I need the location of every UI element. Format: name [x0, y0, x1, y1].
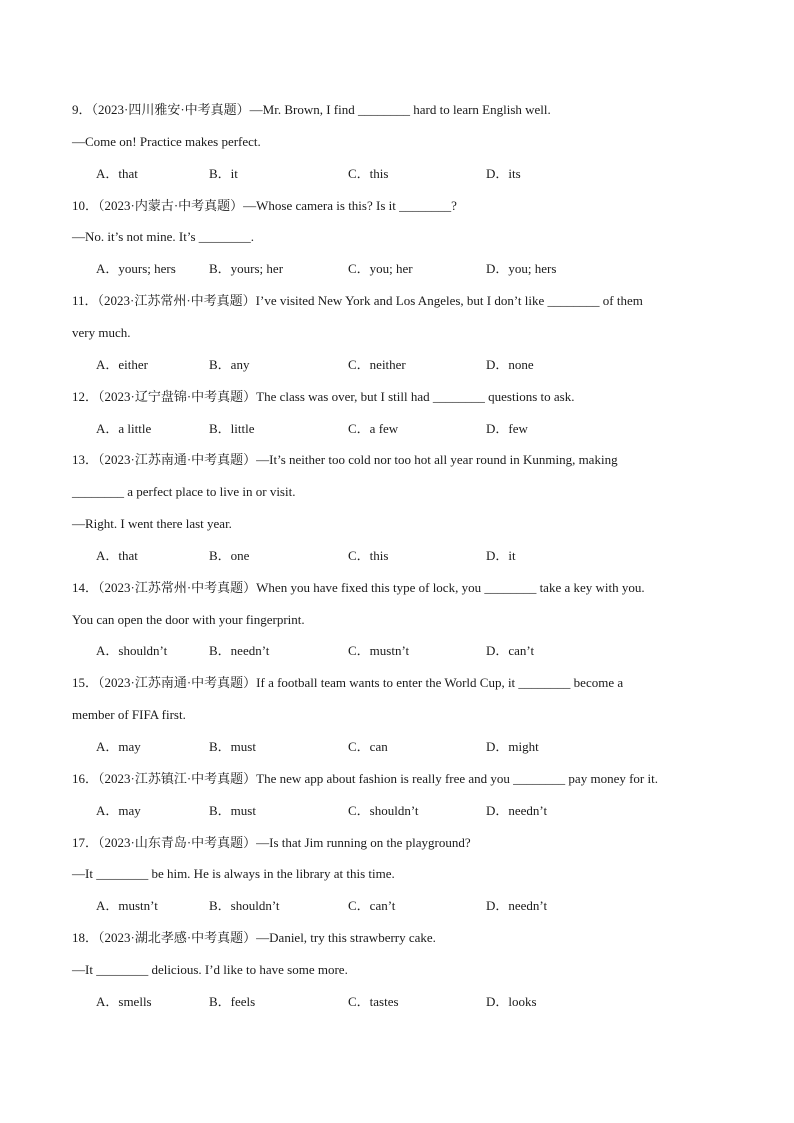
question-stem: 10．（2023·内蒙古·中考真题）—Whose camera is this? Is it ________?	[72, 198, 457, 213]
option-d: D．you; hers	[486, 261, 557, 276]
option-c: C．you; her	[348, 261, 413, 276]
option-c: C．can’t	[348, 898, 396, 913]
option-d: D．might	[486, 739, 539, 754]
option-b: B．yours; her	[209, 261, 284, 276]
question-line: —It ________ delicious. I’d like to have some more.	[72, 962, 348, 977]
option-a: A．may	[96, 803, 141, 818]
option-b: B．little	[209, 421, 255, 436]
option-a: A．shouldn’t	[96, 643, 168, 658]
option-b: B．shouldn’t	[209, 898, 280, 913]
question-line: —It ________ be him. He is always in the library at this time.	[72, 866, 395, 881]
option-b: B．must	[209, 739, 256, 754]
option-d: D．few	[486, 421, 528, 436]
option-c: C．this	[348, 548, 389, 563]
option-b: B．it	[209, 166, 238, 181]
option-b: B．needn’t	[209, 643, 270, 658]
option-a: A．either	[96, 357, 148, 372]
option-a: A．that	[96, 548, 138, 563]
option-d: D．needn’t	[486, 803, 548, 818]
option-a: A．smells	[96, 994, 152, 1009]
question-stem: 14．（2023·江苏常州·中考真题）When you have fixed this type of lock, you ________ take a key with you.	[72, 580, 645, 595]
question-line: member of FIFA first.	[72, 707, 186, 722]
option-a: A．yours; hers	[96, 261, 176, 276]
question-stem: 9．（2023·四川雅安·中考真题）—Mr. Brown, I find ________ hard to learn English well.	[72, 102, 551, 117]
option-a: A．mustn’t	[96, 898, 158, 913]
option-c: C．shouldn’t	[348, 803, 419, 818]
option-c: C．a few	[348, 421, 399, 436]
option-a: A．that	[96, 166, 138, 181]
question-stem: 15．（2023·江苏南通·中考真题）If a football team wants to enter the World Cup, it ________ become a	[72, 675, 624, 690]
question-stem: 11．（2023·江苏常州·中考真题）I’ve visited New York and Los Angeles, but I don’t like ________ of them	[72, 293, 643, 308]
question-line: ________ a perfect place to live in or visit.	[72, 484, 296, 499]
option-a: A．a little	[96, 421, 152, 436]
option-b: B．feels	[209, 994, 256, 1009]
option-c: C．neither	[348, 357, 406, 372]
question-line: You can open the door with your fingerprint.	[72, 612, 305, 627]
question-line: —No. it’s not mine. It’s ________.	[72, 229, 254, 244]
option-d: D．looks	[486, 994, 537, 1009]
question-stem: 12．（2023·辽宁盘锦·中考真题）The class was over, but I still had ________ questions to ask.	[72, 389, 575, 404]
option-b: B．any	[209, 357, 250, 372]
option-d: D．its	[486, 166, 521, 181]
option-d: D．none	[486, 357, 534, 372]
option-a: A．may	[96, 739, 141, 754]
question-line: —Right. I went there last year.	[72, 516, 232, 531]
option-c: C．tastes	[348, 994, 399, 1009]
option-d: D．can’t	[486, 643, 535, 658]
option-d: D．needn’t	[486, 898, 548, 913]
question-stem: 16．（2023·江苏镇江·中考真题）The new app about fashion is really free and you ________ pay money for it.	[72, 771, 658, 786]
option-c: C．can	[348, 739, 388, 754]
option-b: B．one	[209, 548, 250, 563]
question-stem: 13．（2023·江苏南通·中考真题）—It’s neither too cold nor too hot all year round in Kunming, making	[72, 452, 618, 467]
option-c: C．mustn’t	[348, 643, 410, 658]
question-line: —Come on! Practice makes perfect.	[72, 134, 261, 149]
question-stem: 18．（2023·湖北孝感·中考真题）—Daniel, try this strawberry cake.	[72, 930, 436, 945]
question-stem: 17．（2023·山东青岛·中考真题）—Is that Jim running on the playground?	[72, 835, 471, 850]
option-c: C．this	[348, 166, 389, 181]
question-line: very much.	[72, 325, 131, 340]
option-d: D．it	[486, 548, 516, 563]
option-b: B．must	[209, 803, 256, 818]
